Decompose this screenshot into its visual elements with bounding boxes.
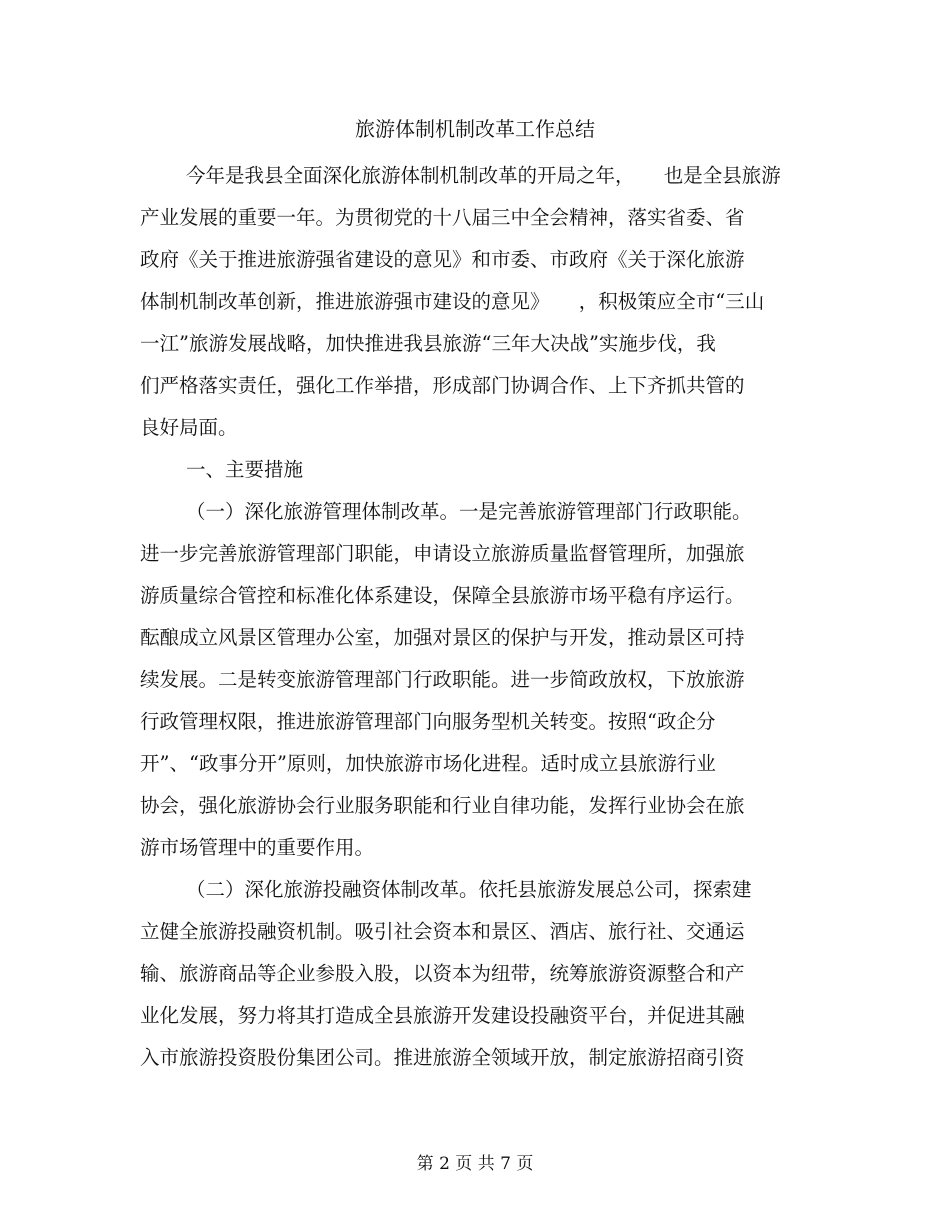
paragraph-line: 游市场管理中的重要作用。 <box>140 836 375 859</box>
paragraph-line: 酝酿成立风景区管理办公室，加强对景区的保护与开发，推动景区可持 <box>140 626 745 649</box>
paragraph-line: 们严格落实责任，强化工作举措，形成部门协调合作、上下齐抓共管的 <box>140 374 745 397</box>
section-heading: 一、主要措施 <box>186 458 304 481</box>
paragraph-line: 行政管理权限，推进旅游管理部门向服务型机关转变。按照“政企分 <box>140 710 716 733</box>
page-number: 第 2 页 共 7 页 <box>416 1154 534 1174</box>
paragraph-line: （一）深化旅游管理体制改革。一是完善旅游管理部门行政职能。 <box>186 500 752 523</box>
paragraph-line: （二）深化旅游投融资体制改革。依托县旅游发展总公司，探索建 <box>186 878 752 901</box>
paragraph-line: 进一步完善旅游管理部门职能，申请设立旅游质量监督管理所，加强旅 <box>140 542 745 565</box>
paragraph-line: 协会，强化旅游协会行业服务职能和行业自律功能，发挥行业协会在旅 <box>140 794 745 817</box>
paragraph-line: 良好局面。 <box>140 416 238 439</box>
paragraph-line: 续发展。二是转变旅游管理部门行政职能。进一步简政放权，下放旅游 <box>140 668 745 691</box>
paragraph-line: 业化发展，努力将其打造成全县旅游开发建设投融资平台，并促进其融 <box>140 1004 745 1027</box>
paragraph-line: 入市旅游投资股份集团公司。推进旅游全领域开放，制定旅游招商引资 <box>140 1046 745 1069</box>
paragraph-line: 输、旅游商品等企业参股入股，以资本为纽带，统筹旅游资源整合和产 <box>140 962 745 985</box>
paragraph-line: 立健全旅游投融资机制。吸引社会资本和景区、酒店、旅行社、交通运 <box>140 920 745 943</box>
paragraph-line: 游质量综合管控和标准化体系建设，保障全县旅游市场平稳有序运行。 <box>140 584 745 607</box>
document-title: 旅游体制机制改革工作总结 <box>355 117 595 141</box>
paragraph-line: 政府《关于推进旅游强省建设的意见》和市委、市政府《关于深化旅游 <box>140 248 745 271</box>
document-body <box>140 161 820 1085</box>
paragraph-line: 产业发展的重要一年。为贯彻党的十八届三中全会精神，落实省委、省 <box>140 206 745 229</box>
paragraph-line: 一江”旅游发展战略，加快推进我县旅游“三年大决战”实施步伐，我 <box>140 332 716 355</box>
paragraph-line: 体制机制改革创新，推进旅游强市建设的意见》 ，积极策应全市“三山 <box>140 290 765 313</box>
paragraph-line: 开”、“政事分开”原则，加快旅游市场化进程。适时成立县旅游行业 <box>140 752 716 775</box>
paragraph-line: 今年是我县全面深化旅游体制机制改革的开局之年， 也是全县旅游 <box>186 164 781 187</box>
